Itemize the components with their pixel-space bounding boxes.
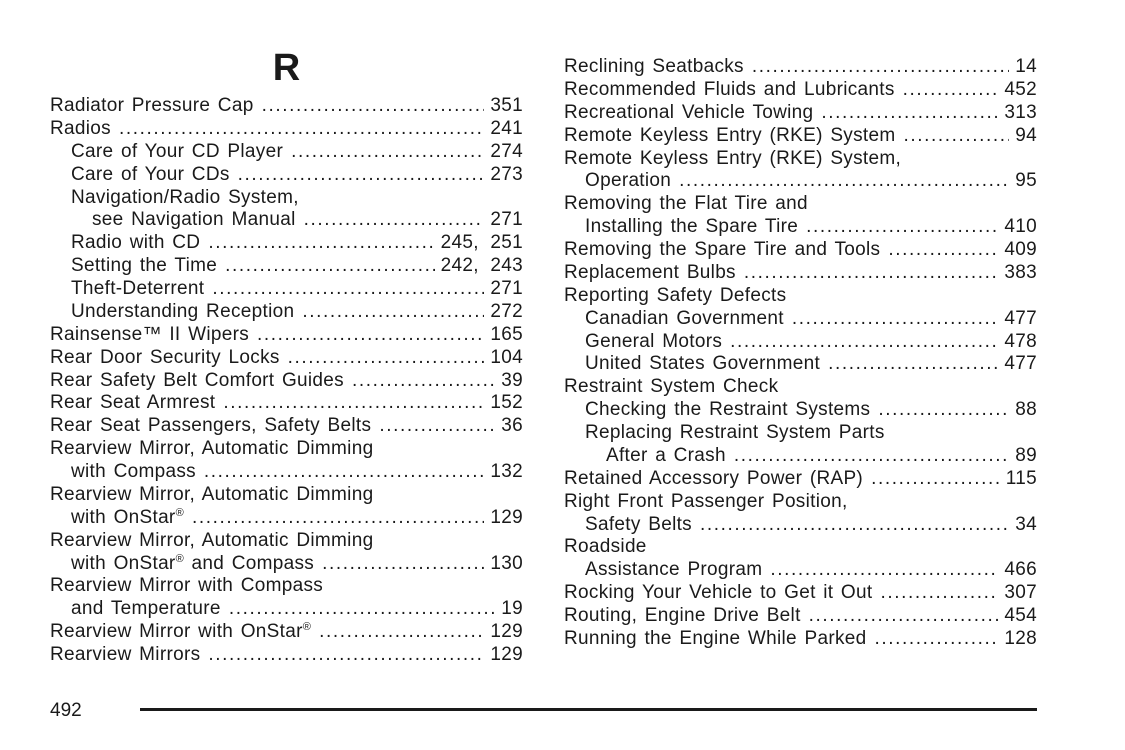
dot-leader (212, 278, 484, 301)
index-entry (564, 353, 1037, 376)
entry-page-ref: 478 (1004, 330, 1037, 352)
index-entry (50, 118, 523, 141)
entry-page-ref: 94 (1015, 124, 1037, 146)
index-entry (50, 484, 523, 507)
entry-page-ref: 477 (1004, 353, 1037, 375)
entry-label: Navigation/Radio System, (71, 186, 299, 208)
dot-leader (302, 301, 484, 324)
dot-leader (322, 553, 484, 576)
entry-page-ref: 271 (490, 278, 523, 299)
entry-page-ref: 130 (490, 552, 523, 574)
entry-label: Installing the Spare Tire (585, 216, 799, 238)
index-entry (50, 392, 523, 415)
entry-page-ref: 477 (1004, 307, 1037, 329)
index-entry (50, 255, 523, 278)
entry-label: with OnStar® and Compass (71, 552, 315, 574)
entry-page-ref: 454 (1004, 605, 1037, 626)
entry-label: Rearview Mirror with OnStar® (50, 621, 312, 643)
entry-label: Replacing Restraint System Parts (585, 422, 885, 443)
dot-leader (208, 644, 484, 667)
entry-label: Assistance Program (585, 559, 763, 581)
entry-page-ref: 19 (501, 598, 523, 620)
entry-page-ref: 466 (1004, 559, 1037, 581)
entry-label: Rear Safety Belt Comfort Guides (50, 369, 344, 391)
entry-label: and Temperature (71, 598, 221, 620)
dot-leader (871, 468, 1000, 491)
index-entry (564, 514, 1037, 537)
entry-label: Restraint System Check (564, 376, 779, 398)
entry-label: Setting the Time (71, 255, 218, 277)
dot-leader (744, 262, 999, 285)
entry-page-ref: 14 (1015, 56, 1037, 77)
index-entry (564, 582, 1037, 605)
index-entry (564, 79, 1037, 102)
dot-leader (828, 353, 998, 376)
entry-page-ref: 241 (490, 117, 523, 139)
entry-label: Rearview Mirror with Compass (50, 575, 324, 597)
entry-page-ref: 132 (490, 461, 523, 482)
entry-label: Remote Keyless Entry (RKE) System, (564, 147, 902, 169)
dot-leader (229, 598, 495, 621)
dot-leader (700, 514, 1009, 537)
index-entry (50, 232, 523, 255)
index-entry (50, 507, 523, 530)
dot-leader (204, 461, 484, 484)
dot-leader (903, 79, 999, 102)
entry-label: Running the Engine While Parked (564, 627, 867, 649)
entry-page-ref: 271 (490, 209, 523, 231)
entry-label: Rainsense™ II Wipers (50, 323, 250, 345)
dot-leader (225, 255, 435, 278)
index-entry (564, 285, 1037, 308)
entry-page-ref: 165 (490, 323, 523, 345)
dot-leader (304, 209, 485, 232)
dot-leader (238, 164, 485, 187)
dot-leader (770, 559, 998, 582)
index-entry (564, 331, 1037, 354)
index-entry (50, 278, 523, 301)
index-entry (50, 370, 523, 393)
dot-leader (288, 347, 485, 370)
index-entry (50, 621, 523, 644)
index-entry (50, 438, 523, 461)
entry-label: Roadside (564, 536, 647, 558)
entry-page-ref: 383 (1004, 261, 1037, 283)
entry-label: General Motors (585, 330, 723, 352)
dot-leader (291, 141, 484, 164)
entry-page-ref: 129 (490, 644, 523, 665)
index-entry (564, 262, 1037, 285)
dot-leader (257, 324, 484, 347)
entry-page-ref: 152 (490, 392, 523, 414)
index-entry (50, 209, 523, 232)
index-entry (564, 536, 1037, 559)
entry-page-ref: 242, 243 (440, 255, 523, 277)
page-number: 492 (50, 700, 82, 721)
index-entry (564, 559, 1037, 582)
dot-leader (262, 95, 485, 118)
index-entry (50, 95, 523, 118)
index-entry (564, 170, 1037, 193)
index-entry (50, 644, 523, 667)
entry-label: Rearview Mirror, Automatic Dimming (50, 529, 374, 551)
index-entry (564, 216, 1037, 239)
dot-leader (821, 102, 998, 125)
entry-label: see Navigation Manual (92, 209, 296, 231)
entry-label: After a Crash (606, 444, 726, 466)
index-entry (50, 553, 523, 576)
index-entry (564, 468, 1037, 491)
entry-label: Checking the Restraint Systems (585, 399, 871, 421)
section-letter-heading: R (272, 47, 301, 89)
dot-leader (730, 331, 998, 354)
index-entry (564, 125, 1037, 148)
entry-label: Routing, Engine Drive Belt (564, 605, 801, 626)
index-entry (564, 628, 1037, 651)
entry-label: Rearview Mirror, Automatic Dimming (50, 438, 374, 460)
dot-leader (119, 118, 484, 141)
index-entry (50, 415, 523, 438)
entry-label: Rear Door Security Locks (50, 346, 280, 368)
dot-leader (192, 507, 484, 530)
index-entry (564, 148, 1037, 171)
dot-leader (208, 232, 434, 255)
index-entry (564, 376, 1037, 399)
entry-page-ref: 129 (490, 506, 523, 528)
index-column-left (50, 95, 523, 667)
entry-label: Reporting Safety Defects (564, 284, 787, 306)
entry-page-ref: 95 (1015, 170, 1037, 192)
entry-label: with OnStar® (71, 506, 184, 528)
dot-leader (319, 621, 484, 644)
index-entry (564, 399, 1037, 422)
entry-page-ref: 351 (490, 95, 523, 116)
entry-label: Removing the Flat Tire and (564, 193, 808, 215)
entry-page-ref: 36 (501, 415, 523, 437)
dot-leader (806, 216, 998, 239)
index-entry (50, 187, 523, 210)
index-entry (50, 324, 523, 347)
entry-page-ref: 313 (1004, 101, 1037, 123)
entry-label: Radio with CD (71, 232, 201, 254)
index-entry (50, 461, 523, 484)
index-column-right (564, 56, 1037, 651)
entry-label: Care of Your CD Player (71, 140, 284, 162)
index-entry (564, 605, 1037, 628)
entry-label: Replacement Bulbs (564, 261, 736, 283)
entry-page-ref: 128 (1004, 627, 1037, 649)
index-entry (50, 598, 523, 621)
entry-label: Recreational Vehicle Towing (564, 101, 814, 123)
dot-leader (880, 582, 998, 605)
index-entry (564, 491, 1037, 514)
index-entry (564, 102, 1037, 125)
footer-rule (140, 708, 1037, 711)
dot-leader (792, 308, 999, 331)
entry-page-ref: 410 (1004, 216, 1037, 238)
entry-label: Reclining Seatbacks (564, 56, 744, 77)
entry-page-ref: 88 (1015, 399, 1037, 421)
entry-page-ref: 452 (1004, 78, 1037, 100)
entry-page-ref: 272 (490, 300, 523, 322)
entry-label: Rocking Your Vehicle to Get it Out (564, 582, 873, 604)
entry-label: Recommended Fluids and Lubricants (564, 78, 895, 100)
index-entry (564, 445, 1037, 468)
entry-page-ref: 273 (490, 163, 523, 185)
index-entry (50, 347, 523, 370)
entry-label: Radiator Pressure Cap (50, 95, 254, 116)
index-entry (50, 141, 523, 164)
entry-label: Care of Your CDs (71, 163, 230, 185)
index-entry (564, 422, 1037, 445)
dot-leader (888, 239, 998, 262)
entry-label: Safety Belts (585, 513, 692, 535)
entry-label: Rear Seat Passengers, Safety Belts (50, 415, 372, 437)
entry-page-ref: 307 (1004, 582, 1037, 604)
index-entry (564, 56, 1037, 79)
entry-label: Theft-Deterrent (71, 278, 205, 299)
entry-label: United States Government (585, 353, 821, 375)
dot-leader (874, 628, 998, 651)
entry-label: Operation (585, 170, 672, 192)
index-entry (50, 530, 523, 553)
entry-page-ref: 39 (501, 369, 523, 391)
entry-label: Removing the Spare Tire and Tools (564, 239, 881, 260)
entry-label: Understanding Reception (71, 300, 295, 322)
dot-leader (809, 605, 999, 628)
dot-leader (352, 370, 495, 393)
entry-page-ref: 129 (490, 621, 523, 643)
entry-label: Right Front Passenger Position, (564, 490, 848, 512)
index-entry (564, 308, 1037, 331)
index-entry (50, 575, 523, 598)
entry-label: Radios (50, 117, 111, 139)
entry-label: Retained Accessory Power (RAP) (564, 467, 864, 489)
entry-label: Rearview Mirrors (50, 644, 201, 665)
index-entry (50, 301, 523, 324)
dot-leader (379, 415, 495, 438)
entry-page-ref: 274 (490, 140, 523, 162)
entry-page-ref: 89 (1015, 444, 1037, 466)
dot-leader (734, 445, 1009, 468)
dot-leader (679, 170, 1009, 193)
dot-leader (903, 125, 1009, 148)
entry-page-ref: 245, 251 (440, 232, 523, 254)
index-entry (50, 164, 523, 187)
entry-label: Canadian Government (585, 307, 784, 329)
entry-label: with Compass (71, 461, 196, 482)
dot-leader (223, 392, 484, 415)
dot-leader (878, 399, 1009, 422)
entry-label: Rearview Mirror, Automatic Dimming (50, 483, 374, 505)
index-entry (564, 239, 1037, 262)
entry-label: Remote Keyless Entry (RKE) System (564, 124, 896, 146)
entry-page-ref: 115 (1005, 467, 1037, 489)
entry-label: Rear Seat Armrest (50, 392, 216, 414)
index-entry (564, 193, 1037, 216)
dot-leader (752, 56, 1009, 79)
entry-page-ref: 104 (490, 346, 523, 368)
entry-page-ref: 34 (1015, 513, 1037, 535)
entry-page-ref: 409 (1004, 239, 1037, 260)
